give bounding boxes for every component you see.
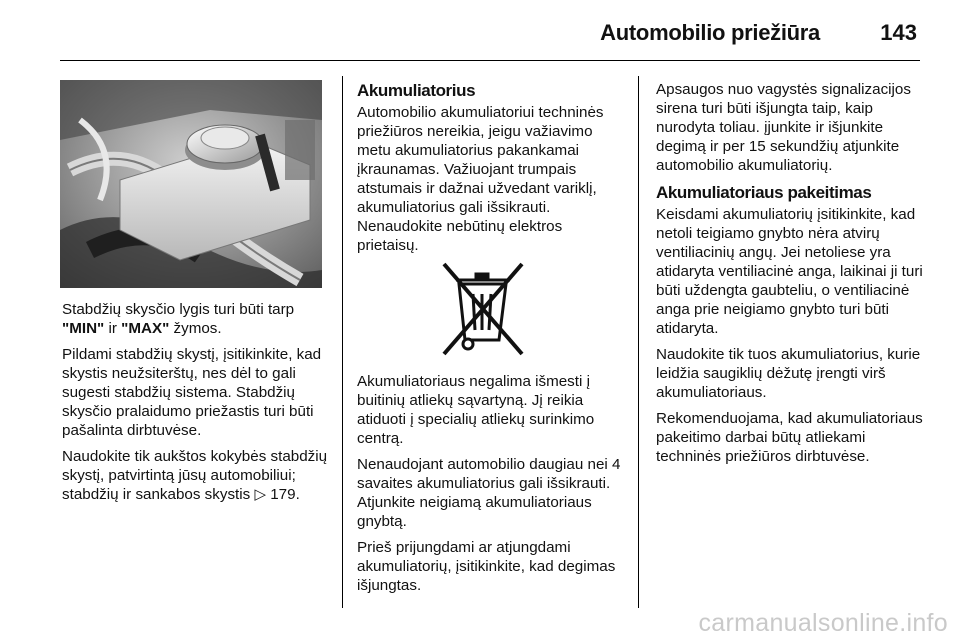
header-rule bbox=[60, 60, 920, 61]
fluid-level-suffix: žymos. bbox=[169, 320, 222, 337]
fuse-box-paragraph: Naudokite tik tuos akumuliatorius, kurie leidžia saugiklių dėžutę įrengti virš akumuliatoriaus. bbox=[656, 346, 921, 401]
page-header bbox=[0, 14, 960, 58]
page-number: 143 bbox=[880, 20, 917, 45]
column-3 bbox=[656, 80, 926, 473]
battery-intro-paragraph: Automobilio akumuliatoriui techninės priežiūros nereikia, jeigu važiavimo metu akumuliatorius pakankamai įkraunamas. Važiuojant trumpais atstumais ir dažnai užvedant variklį, akumuliatorius gali išsikrauti. Nenaudokite nebūtinų elektros prietaisų. bbox=[357, 104, 604, 254]
min-mark: "MIN" bbox=[62, 320, 105, 337]
workshop-paragraph: Rekomenduojama, kad akumuliatoriaus pakeitimo darbai būtų atliekami techninės priežiūros dirbtuvėse. bbox=[656, 410, 923, 465]
fluid-level-paragraph bbox=[62, 300, 332, 338]
disposal-paragraph: Akumuliatoriaus negalima išmesti į buitinių atliekų sąvartyną. Jį reikia atiduoti į specialių atliekų surinkimo centrą. bbox=[357, 373, 595, 447]
fluid-quality-paragraph bbox=[62, 447, 332, 504]
storage-paragraph: Nenaudojant automobilio daugiau nei 4 savaites akumuliatorius gali išsikrauti. Atjunkite neigiamą akumuliatoriaus gnybtą. bbox=[357, 456, 621, 530]
column-divider-1 bbox=[342, 76, 343, 608]
brake-fluid-reservoir-photo bbox=[60, 80, 322, 288]
watermark: carmanualsonline.info bbox=[698, 609, 948, 637]
battery-replacement-heading: Akumuliatoriaus pakeitimas bbox=[656, 183, 872, 202]
page-title: Automobilio priežiūra bbox=[600, 20, 820, 45]
fluid-quality-text: Naudokite tik aukštos kokybės stabdžių skystį, patvirtintą jūsų automobiliui; stabdžių ir sankabos skystis bbox=[62, 448, 328, 503]
column-2 bbox=[357, 80, 627, 262]
connect-paragraph: Prieš prijungdami ar atjungdami akumuliatorių, įsitikinkite, kad degimas išjungtas. bbox=[357, 539, 616, 594]
refill-paragraph: Pildami stabdžių skystį, įsitikinkite, kad skystis neužsiterštų, nes dėl to gali sugesti stabdžių sistema. Stabdžių skysčio pralaidumo priežastis turi būti pašalinta dirbtuvėse. bbox=[62, 346, 322, 439]
fluid-level-and: ir bbox=[104, 320, 122, 337]
page-reference-arrow-icon: ▷ bbox=[254, 486, 267, 503]
fluid-level-text: Stabdžių skysčio lygis turi būti tarp bbox=[62, 301, 295, 318]
alarm-paragraph: Apsaugos nuo vagystės signalizacijos sirena turi būti išjungta taip, kaip nurodyta toliau. įjunkite ir išjunkite degimą ir per 15 sekundžių atjunkite automobilio akumuliatorių. bbox=[656, 81, 911, 174]
page-reference[interactable]: 179. bbox=[266, 486, 300, 503]
column-2-continued bbox=[357, 372, 627, 602]
max-mark: "MAX" bbox=[121, 320, 170, 337]
column-1 bbox=[62, 300, 332, 511]
column-divider-2 bbox=[638, 76, 639, 608]
crossed-out-wheelie-bin-icon bbox=[438, 258, 528, 360]
battery-heading: Akumuliatorius bbox=[357, 81, 476, 100]
replacement-paragraph: Keisdami akumuliatorių įsitikinkite, kad netoli teigiamo gnybto nėra atvirų ventiliacinių angų. Jei netoliese yra atidaryta ventiliacinė anga, laikinai ji turi būti uždengta gaubteliu, o ventiliacinė anga prie neigiamo gnybto turi būti atidaryta. bbox=[656, 206, 923, 337]
